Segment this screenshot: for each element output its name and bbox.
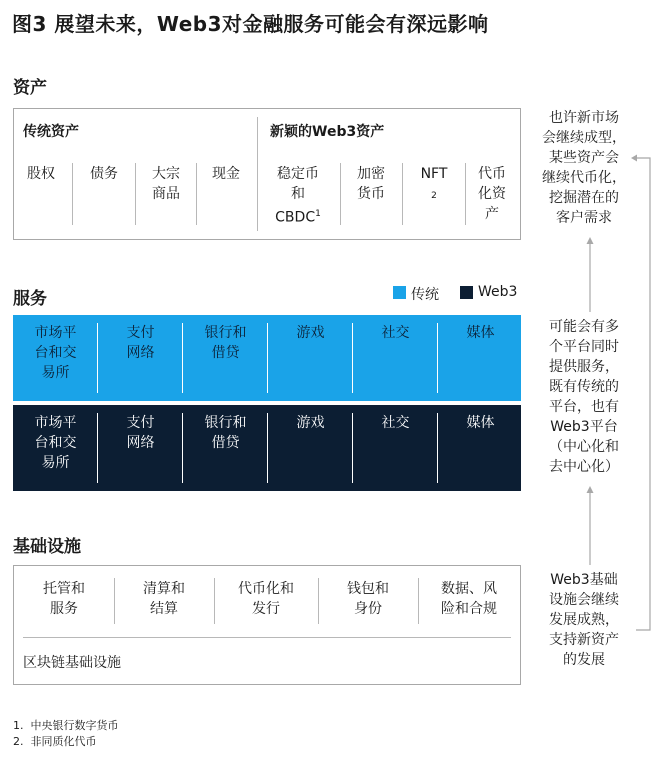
services-note: 可能会有多 个平台同时 提供服务， 既有传统的 平台，也有 Web3平台 （中心化和 去中心化） — [549, 319, 619, 475]
footnote-ref-1: 1 — [315, 209, 321, 219]
service-social-label: 社交 — [381, 415, 410, 431]
infra-tokenization-label: 代币化和 发行 — [238, 581, 294, 617]
assets-heading: 资产 — [13, 78, 47, 98]
page-title: 图3 展望未来，Web3对金融服务可能会有深远影响 — [12, 12, 489, 36]
service-marketplace-label: 市场平 台和交 易所 — [34, 325, 77, 381]
service-gaming-label: 游戏 — [296, 415, 325, 431]
web3-assets-label: 新颖的Web3资产 — [270, 124, 385, 140]
infrastructure-heading: 基础设施 — [13, 537, 81, 557]
asset-cash-label: 现金 — [212, 166, 240, 182]
infra-clearing-label: 清算和 结算 — [143, 581, 185, 617]
services-heading: 服务 — [13, 289, 47, 309]
footnote-2-text: 非同质化代币 — [30, 735, 97, 748]
service-marketplace-label: 市场平 台和交 易所 — [34, 415, 77, 471]
service-payments-label: 支付 网络 — [126, 415, 155, 451]
infrastructure-note: Web3基础 设施会继续 发展成熟， 支持新资产 的发展 — [549, 572, 619, 668]
traditional-assets-label: 传统资产 — [23, 124, 79, 140]
infra-blockchain: 区块链基础设施 — [23, 655, 121, 671]
connector-bracket — [636, 158, 650, 630]
service-gaming-label: 游戏 — [296, 325, 325, 341]
asset-equity-label: 股权 — [27, 166, 55, 182]
footnote-1: 1. 中央银行数字货币 — [13, 719, 119, 732]
asset-debt-label: 债务 — [90, 166, 118, 182]
infra-custody-label: 托管和 服务 — [43, 581, 85, 617]
legend-traditional-label: 传统 — [411, 287, 439, 303]
arrowhead-icon — [587, 486, 594, 493]
service-payments-label: 支付 网络 — [126, 325, 155, 361]
infra-data-risk-label: 数据、风 险和合规 — [441, 581, 497, 617]
service-media-label: 媒体 — [466, 325, 495, 341]
service-banking-label: 银行和 借贷 — [204, 415, 247, 451]
footnote-ref-2: 2 — [431, 191, 437, 201]
arrowhead-icon — [631, 155, 637, 162]
asset-tokenized-label: 代币 化资 产 — [478, 166, 506, 222]
footnote-1-text: 中央银行数字货币 — [30, 719, 119, 732]
asset-commodities-label: 大宗 商品 — [152, 166, 180, 202]
service-media-label: 媒体 — [466, 415, 495, 431]
infra-wallet-label: 钱包和 身份 — [347, 581, 389, 617]
service-banking-label: 银行和 借贷 — [204, 325, 247, 361]
asset-nft-label: NFT — [420, 166, 448, 182]
footnote-2: 2. 非同质化代币 — [13, 735, 97, 748]
assets-note: 也许新市场 会继续成型， 某些资产会 继续代币化， 挖掘潜在的 客户需求 — [542, 110, 626, 226]
asset-stablecoin-label: 稳定币 和 CBDC — [275, 166, 319, 226]
arrowhead-icon — [587, 237, 594, 244]
legend-web3-label: Web3 — [478, 284, 518, 300]
asset-crypto-label: 加密 货币 — [357, 166, 385, 202]
service-social-label: 社交 — [381, 325, 410, 341]
